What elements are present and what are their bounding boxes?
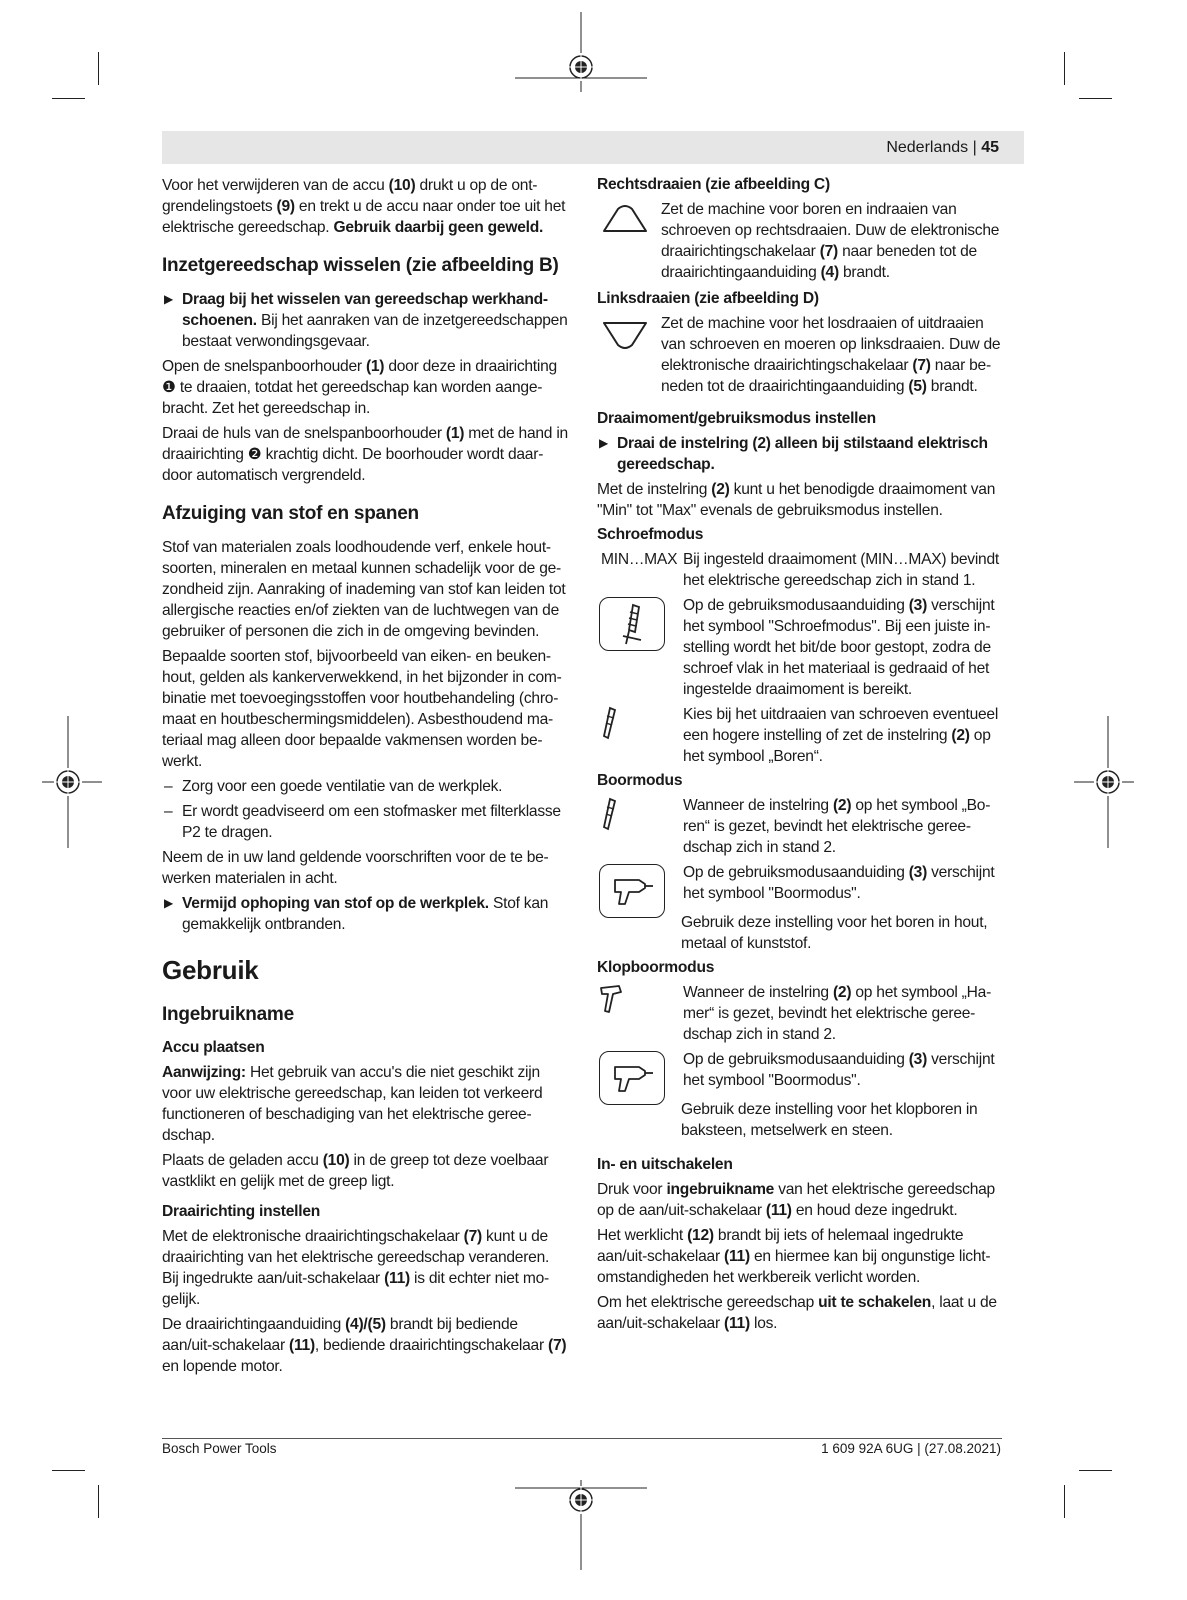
- drill-mode-row-2: Op de gebruiksmodusaanduiding (3) verschijnt het symbool "Boormodus".: [597, 862, 1002, 904]
- paragraph-dust-2: Bepaalde soorten stof, bijvoorbeeld van eiken- en beukenhout, gelden als kankerverwekkend, in het bijzonder in combinatie met toevoegingsstoffen voor houtbehandeling (chromaat en houtbeschermingsmiddelen). Asbesthoudend materiaal mag alleen door bepaalde vakmensen worden bewerkt.: [162, 648, 562, 770]
- paragraph-switch-off: Om het elektrische gereedschap uit te schakelen, laat u de aan/uit-schakelaar (11) los.: [597, 1294, 997, 1332]
- heading-screw-mode: Schroefmodus: [597, 526, 704, 543]
- bullet-triangle-icon: ▶: [599, 436, 608, 450]
- dash-item-ventilation: – Zorg voor een goede ventilatie van de werkplek.: [164, 778, 503, 795]
- screw-mode-row: Op de gebruiksmodusaanduiding (3) verschijnt het symbool "Schroefmodus". Bij een juiste instelling wordt het bit/de boor gestopt, zodra de schroef vlak in het materiaal is gedraaid of het ingestelde draaimoment is bereikt.: [597, 595, 1002, 700]
- paragraph-hammer-usage: Gebruik deze instelling voor het klopboren in baksteen, metselwerk en steen.: [681, 1101, 978, 1139]
- paragraph-drill-usage: Gebruik deze instelling voor het boren in hout, metaal of kunststof.: [681, 914, 988, 952]
- heading-right-rotation: Rechtsdraaien (zie afbeelding C): [597, 176, 830, 193]
- paragraph-direction-2: De draairichtingaanduiding (4)/(5) brandt bij bediende aan/uit-schakelaar (11), bediende draairichtingschakelaar (7) en lopende motor.: [162, 1316, 567, 1375]
- drill-mode-icon: [599, 864, 665, 918]
- crop-mark: [52, 1470, 85, 1471]
- heading-left-rotation: Linksdraaien (zie afbeelding D): [597, 290, 819, 307]
- right-rotation-arrow-icon: [601, 203, 649, 237]
- heading-start: Ingebruikname: [162, 1004, 294, 1025]
- bullet-triangle-icon: ▶: [164, 896, 173, 910]
- bullet-gloves: ▶ Draag bij het wisselen van gereedschap werkhandschoenen. Bij het aanraken van de inzetgereedschappen bestaat verwondingsgevaar.: [164, 291, 568, 350]
- drill-bit-icon: [599, 797, 619, 831]
- paragraph-rules: Neem de in uw land geldende voorschriften voor de te bewerken materialen in acht.: [162, 849, 549, 887]
- header-language: Nederlands: [886, 139, 969, 156]
- left-rotation-row: Zet de machine voor het losdraaien of uitdraaien van schroeven en moeren op linksdraaien. Duw de elektronische draairichtingschakelaar (7) naar beneden tot de draairichtingaanduiding (5) brandt.: [597, 313, 1002, 397]
- paragraph-open-chuck: Open de snelspanboorhouder (1) door deze in draairichting ❶ te draaien, totdat het gereedschap kan worden aangebracht. Zet het gereedschap in.: [162, 358, 557, 417]
- crop-mark: [1064, 1485, 1065, 1518]
- footer-right: 1 609 92A 6UG | (27.08.2021): [821, 1441, 1001, 1456]
- hammer-icon: [599, 984, 625, 1014]
- right-rotation-row: Zet de machine voor boren en indraaien van schroeven op rechtsdraaien. Duw de elektronische draairichtingschakelaar (7) naar beneden tot de draairichtingaanduiding (4) brandt.: [597, 199, 1002, 283]
- paragraph-remove-battery: Voor het verwijderen van de accu (10) drukt u op de ontgrendelingstoets (9) en trekt u de accu naar onder toe uit het elektrische gereedschap. Gebruik daarbij geen geweld.: [162, 177, 566, 236]
- heading-change-tool: Inzetgereedschap wisselen (zie afbeelding B): [162, 255, 559, 276]
- footer-left: Bosch Power Tools: [162, 1441, 277, 1456]
- page-number: 45: [981, 139, 999, 156]
- paragraph-insert-battery: Plaats de geladen accu (10) in de greep tot deze voelbaar vastklikt en gelijk met de greep ligt.: [162, 1152, 549, 1190]
- heading-drill-mode: Boormodus: [597, 772, 683, 789]
- registration-mark-bottom: [515, 1480, 647, 1570]
- right-column: [597, 175, 1002, 1338]
- minmax-row: MIN…MAX Bij ingesteld draaimoment (MIN…MAX) bevindt het elektrische gereedschap zich in stand 1.: [601, 551, 999, 589]
- crop-mark: [52, 98, 85, 99]
- crop-mark: [98, 52, 99, 85]
- heading-direction: Draairichting instellen: [162, 1203, 321, 1220]
- page-header: [886, 139, 999, 157]
- minmax-label: MIN…MAX: [601, 551, 678, 568]
- screw-mode-icon: [599, 597, 665, 651]
- paragraph-dust-1: Stof van materialen zoals loodhoudende verf, enkele houtsoorten, mineralen en metaal kunnen schadelijk voor de gezondheid zijn. Aanraking of inademing van stof kan leiden tot allergische reacties en/of ziekten van de luchtwegen van de gebruiker of personen die zich in de omgeving bevinden.: [162, 539, 566, 640]
- header-separator: |: [972, 139, 977, 156]
- registration-mark-right: [1074, 716, 1134, 848]
- heading-torque: Draaimoment/gebruiksmodus instellen: [597, 410, 876, 427]
- paragraph-switch-on: Druk voor ingebruikname van het elektrische gereedschap op de aan/uit-schakelaar (11) en houd deze ingedrukt.: [597, 1181, 995, 1219]
- left-column: [162, 175, 568, 1381]
- crop-mark: [1079, 1470, 1112, 1471]
- heading-insert-battery: Accu plaatsen: [162, 1039, 265, 1056]
- registration-mark-left: [42, 716, 102, 848]
- drill-mode-row-1: Wanneer de instelring (2) op het symbool „Boren“ is gezet, bevindt het elektrische gereedschap zich in stand 2.: [597, 795, 1002, 858]
- hammer-mode-row-1: Wanneer de instelring (2) op het symbool „Hamer“ is gezet, bevindt het elektrische gereedschap zich in stand 2.: [597, 982, 1002, 1045]
- drill-mode-icon: [599, 1051, 665, 1105]
- footer-rule: [162, 1438, 1002, 1439]
- hammer-mode-row-2: Op de gebruiksmodusaanduiding (3) verschijnt het symbool "Boormodus".: [597, 1049, 1002, 1091]
- heading-dust: Afzuiging van stof en spanen: [162, 503, 419, 524]
- heading-on-off: In- en uitschakelen: [597, 1156, 733, 1173]
- bullet-dust: ▶ Vermijd ophoping van stof op de werkplek. Stof kan gemakkelijk ontbranden.: [164, 895, 549, 933]
- paragraph-torque: Met de instelring (2) kunt u het benodigde draaimoment van "Min" tot "Max" evenals de gebruiksmodus instellen.: [597, 481, 996, 519]
- paragraph-work-light: Het werklicht (12) brandt bij iets of helemaal ingedrukte aan/uit-schakelaar (11) en hiermee kan bij ongunstige lichtomstandigheden het werkbereik verlicht worden.: [597, 1227, 991, 1286]
- paragraph-direction-1: Met de elektronische draairichtingschakelaar (7) kunt u de draairichting van het elektrische gereedschap veranderen. Bij ingedrukte aan/uit-schakelaar (11) is dit echter niet mogelijk.: [162, 1228, 550, 1308]
- paragraph-note: Aanwijzing: Het gebruik van accu's die niet geschikt zijn voor uw elektrische gereedschap, kan leiden tot verkeerd functioneren of beschadiging van het elektrische gereedschap.: [162, 1064, 543, 1144]
- heading-use: Gebruik: [162, 955, 259, 985]
- heading-hammer-mode: Klopboormodus: [597, 959, 715, 976]
- registration-mark-top: [515, 12, 647, 92]
- dash-item-mask: – Er wordt geadviseerd om een stofmasker met filterklasse P2 te dragen.: [164, 803, 561, 841]
- screw-hint-row: Kies bij het uitdraaien van schroeven eventueel een hogere instelling of zet de instelring (2) op het symbool „Boren“.: [597, 704, 1002, 767]
- crop-mark: [1064, 52, 1065, 85]
- crop-mark: [1079, 98, 1112, 99]
- bullet-triangle-icon: ▶: [164, 292, 173, 306]
- crop-mark: [98, 1485, 99, 1518]
- left-rotation-arrow-icon: [601, 317, 649, 351]
- bullet-torque: ▶ Draai de instelring (2) alleen bij stilstaand elektrisch gereedschap.: [599, 435, 988, 473]
- paragraph-tighten-chuck: Draai de huls van de snelspanboorhouder (1) met de hand in draairichting ❷ krachtig dicht. De boorhouder wordt daardoor automatisch vergrendeld.: [162, 425, 568, 484]
- drill-bit-icon: [599, 706, 619, 740]
